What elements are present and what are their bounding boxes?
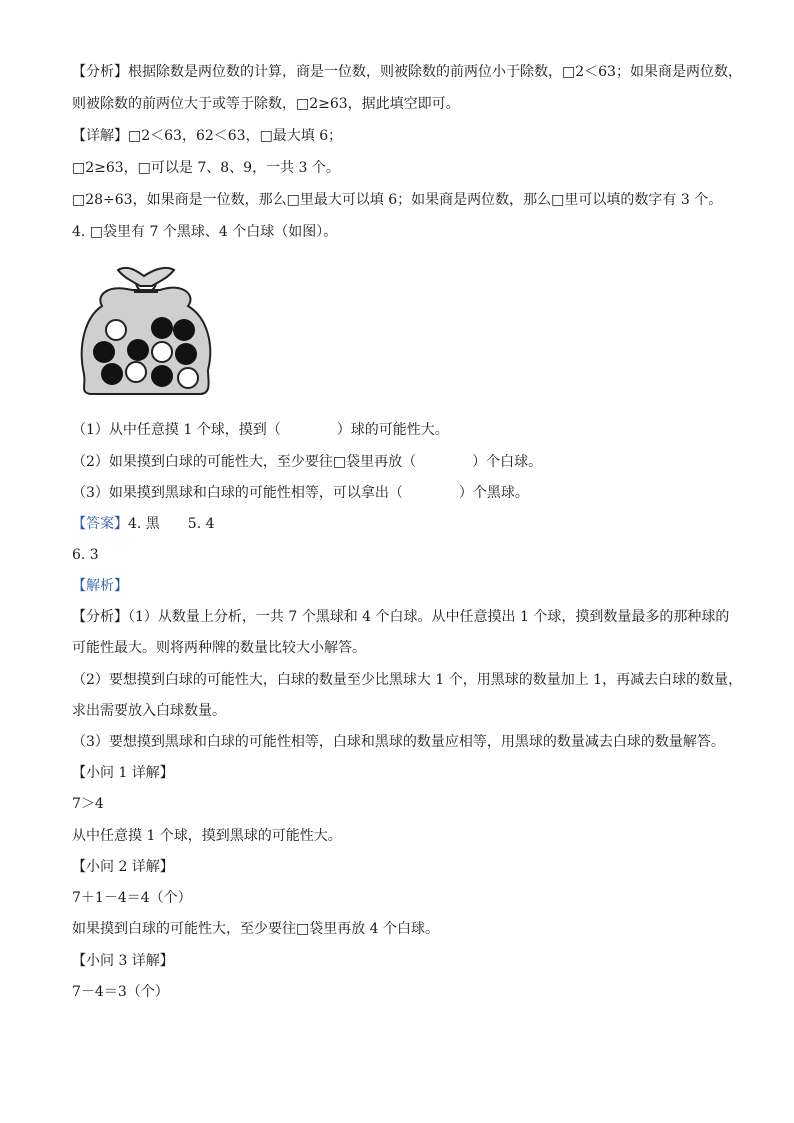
sub-3-heading: 【小问 3 详解】 [72, 953, 174, 969]
bag-top [118, 268, 174, 286]
sub-2-conclusion: 如果摸到白球的可能性大，至少要往□袋里再放 4 个白球。 [72, 921, 440, 937]
white-ball [106, 320, 126, 340]
sub-3-equation: 7－4＝3（个） [72, 984, 169, 1000]
detail-line-2: □2≥63，□可以是 7、8、9，一共 3 个。 [72, 160, 340, 176]
explanation-label: 【解析】 [72, 578, 128, 594]
analysis-part-3: （3）要想摸到黑球和白球的可能性相等，白球和黑球的数量应相等，用黑球的数量减去白球的数量解答。 [72, 734, 725, 750]
black-ball [127, 339, 149, 361]
black-ball [175, 343, 197, 365]
black-ball [173, 319, 195, 341]
black-ball [93, 341, 115, 363]
analysis-line-1: 【分析】根据除数是两位数的计算，商是一位数，则被除数的前两位小于除数，□2＜63；如果商是两位数， [72, 64, 742, 80]
ball-bag-figure [76, 262, 216, 396]
answer-label: 【答案】 [72, 516, 128, 532]
black-ball [151, 365, 173, 387]
analysis-part-1b: 可能性最大。则将两种牌的数量比较大小解答。 [72, 640, 366, 656]
answer-6: 6. 3 [72, 547, 99, 563]
detail-line-1: 【详解】□2＜63，62＜63，□最大填 6； [72, 128, 343, 144]
analysis-part-1a: 【分析】（1）从数量上分析，一共 7 个黑球和 4 个白球。从中任意摸出 1 个球，摸到数量最多的那种球的 [72, 609, 730, 625]
sub-2-heading: 【小问 2 详解】 [72, 859, 174, 875]
white-ball [178, 368, 198, 388]
white-ball [152, 342, 172, 362]
white-ball [126, 362, 146, 382]
black-ball [101, 363, 123, 385]
detail-line-3: □28÷63，如果商是一位数，那么□里最大可以填 6；如果商是两位数，那么□里可以填的数字有 3 个。 [72, 192, 723, 208]
question-4-title: 4. □袋里有 7 个黑球、4 个白球（如图）。 [72, 224, 338, 240]
analysis-part-2a: （2）要想摸到白球的可能性大，白球的数量至少比黑球大 1 个，用黑球的数量加上 1，再减去白球的数量， [72, 672, 743, 688]
sub-1-equation: 7＞4 [72, 796, 104, 812]
sub-question-3: （3）如果摸到黑球和白球的可能性相等，可以拿出（ ）个黑球。 [72, 485, 529, 501]
analysis-part-2b: 求出需要放入白球数量。 [72, 703, 226, 719]
black-ball [151, 317, 173, 339]
sub-1-conclusion: 从中任意摸 1 个球，摸到黑球的可能性大。 [72, 828, 342, 844]
answer-line [72, 514, 215, 534]
sub-question-2: （2）如果摸到白球的可能性大，至少要往□袋里再放（ ）个白球。 [72, 454, 543, 470]
answer-text: 4. 黑 5. 4 [128, 516, 215, 532]
sub-1-heading: 【小问 1 详解】 [72, 765, 174, 781]
analysis-line-2: 则被除数的前两位大于或等于除数，□2≥63，据此填空即可。 [72, 96, 460, 112]
sub-2-equation: 7＋1－4＝4（个） [72, 890, 192, 906]
sub-question-1: （1）从中任意摸 1 个球，摸到（ ）球的可能性大。 [72, 422, 449, 438]
